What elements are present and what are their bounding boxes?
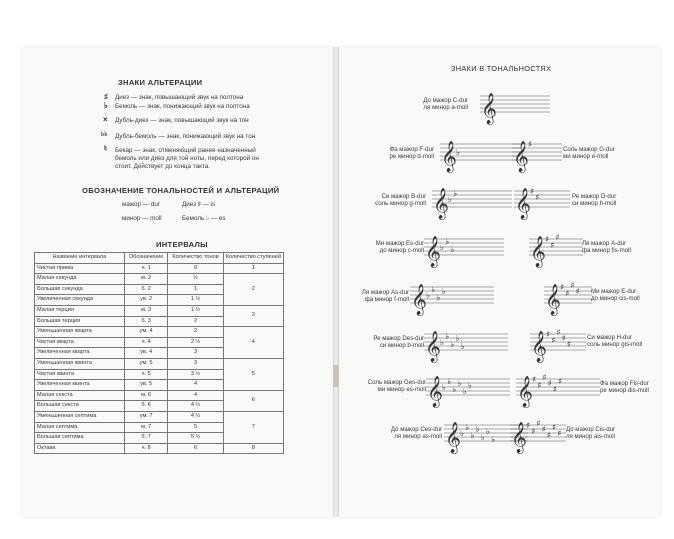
natural-description-line-3: стоит. Действует до конца такта.	[115, 163, 210, 170]
key-label-line: Ми мажор Es-dur	[375, 240, 424, 247]
flat-accidental-icon: ♭	[447, 377, 452, 387]
header-steps: Количество ступеней	[223, 253, 283, 264]
flat-accidental-icon: ♭	[436, 293, 441, 303]
staff-des-dur	[424, 324, 508, 364]
flat-accidental-icon: ♭	[448, 195, 453, 205]
treble-clef-icon: 𝄞	[517, 376, 533, 407]
interval-name: Уменьшенная квинта	[35, 358, 125, 369]
treble-clef-icon: 𝄞	[515, 188, 531, 219]
interval-notation: м. 6	[124, 390, 167, 401]
key-label-fis-dur	[600, 380, 649, 395]
key-label-line: фа минор f-moll	[364, 296, 409, 304]
sharp-accidental-icon: ♯	[546, 330, 551, 340]
flat-accidental-icon: ♭	[445, 237, 450, 247]
key-label-line: соль минор gis-moll	[587, 341, 643, 349]
minor-notation: минор — moll	[122, 215, 162, 222]
sharp-accidental-icon: ♯	[528, 140, 533, 150]
key-label-line: Ми мажор E-dur	[591, 288, 637, 295]
sharp-accidental-icon: ♯	[530, 187, 535, 197]
key-label-d-dur	[572, 193, 616, 208]
key-label-line: до минор c-moll	[379, 247, 424, 255]
staff-g-dur	[512, 134, 562, 174]
major-notation: мажор — dur	[122, 201, 160, 208]
treble-clef-icon: 𝄞	[425, 331, 441, 362]
interval-notation: ув. 5	[124, 380, 167, 391]
flat-accidental-icon: ♭	[456, 148, 461, 158]
interval-tones: 2	[168, 327, 223, 338]
interval-tones: 4 ½	[168, 401, 223, 412]
sharp-accidental-icon: ♯	[531, 427, 536, 437]
spine-binding-mark	[333, 365, 339, 387]
key-label-line: ми минор es-moll	[377, 386, 426, 394]
interval-name: Уменьшенная септима	[35, 411, 125, 422]
key-label-line: соль минор g-moll	[375, 200, 426, 208]
interval-tones: 3	[168, 348, 223, 359]
sharp-accidental-icon: ♯	[556, 328, 561, 338]
treble-clef-icon: 𝄞	[511, 422, 527, 453]
interval-notation: ув. 2	[124, 295, 167, 306]
sharp-accidental-icon: ♯	[555, 233, 560, 243]
header-notation: Обозначение	[124, 253, 167, 264]
sharp-accidental-icon: ♯	[545, 235, 550, 245]
double-flat-description: Дубль-бемоль — знак, понижающий звук на тон	[115, 133, 256, 140]
flat-accidental-icon: ♭	[475, 425, 480, 435]
key-label-line: ре минор d-moll	[389, 153, 434, 161]
staff-cis-dur	[510, 415, 566, 455]
flat-accidental-icon: ♭	[440, 243, 445, 253]
interval-name: Октава	[35, 443, 125, 454]
sharp-accidental-icon: ♯	[541, 425, 546, 435]
interval-tones: 3	[168, 358, 223, 369]
treble-clef-icon: 𝄞	[441, 141, 457, 172]
flat-accidental-icon: ♭	[457, 379, 462, 389]
staff-as-dur	[410, 277, 494, 317]
double-sharp-description: Дубль-диез — знак, повышающий звук на тон	[115, 117, 249, 124]
sharp-description: Диез — знак, повышающий звук на полтона	[115, 94, 244, 101]
table-row	[35, 411, 284, 422]
staff-d-dur	[514, 181, 570, 221]
interval-notation: ч. 1	[124, 263, 167, 274]
natural-description-line-1: Бекар — знак, отменяющий ранее назначенный	[115, 147, 256, 154]
key-label-des-dur	[373, 335, 424, 350]
key-label-line: ля минор ais-moll	[566, 433, 615, 441]
key-label-e-dur	[591, 288, 640, 303]
intervals-table	[34, 252, 284, 454]
flat-accidental-icon: ♭	[426, 291, 431, 301]
flat-notation: Бемоль ♭ — es	[182, 215, 226, 222]
sharp-accidental-icon: ♯	[550, 241, 555, 251]
interval-tones: 0	[168, 263, 223, 274]
treble-clef-icon: 𝄞	[425, 236, 441, 267]
key-label-line: Ре мажор Des-dur	[373, 335, 424, 342]
sharp-accidental-icon: ♯	[561, 334, 566, 344]
staff-c-dur	[480, 86, 550, 126]
interval-tones: 3 ½	[168, 369, 223, 380]
interval-name: Чистая прима	[35, 263, 125, 274]
flat-description: Бемоль — знак, понижающий звук на полтона	[115, 103, 250, 110]
flat-accidental-icon: ♭	[450, 340, 455, 350]
table-row	[35, 358, 284, 369]
flat-accidental-icon: ♭	[460, 342, 465, 352]
key-label-line: До мажор C-dur	[423, 97, 468, 104]
key-label-b-dur	[375, 193, 426, 208]
header-tones: Количество тонов	[168, 253, 223, 264]
interval-notation: б. 7	[124, 433, 167, 444]
staff-fis-dur	[516, 369, 600, 409]
interval-name: Большая терция	[35, 316, 125, 327]
staff-f-dur	[440, 134, 520, 174]
flat-accidental-icon: ♭	[431, 285, 436, 295]
key-label-line: Ля мажор As-dur	[361, 289, 409, 296]
interval-notation: ум. 4	[124, 327, 167, 338]
interval-tones: 5	[168, 422, 223, 433]
interval-steps: 5	[223, 358, 283, 390]
treble-clef-icon: 𝄞	[411, 284, 427, 315]
table-row	[35, 305, 284, 316]
flat-accidental-icon: ♭	[445, 332, 450, 342]
alteration-signs-title: ЗНАКИ АЛЬТЕРАЦИИ	[118, 78, 203, 87]
interval-name: Малая секунда	[35, 274, 125, 285]
interval-notation: ч. 4	[124, 337, 167, 348]
interval-name: Чистая кварта	[35, 337, 125, 348]
interval-tones: 6	[168, 443, 223, 454]
interval-name: Уменьшенная кварта	[35, 327, 125, 338]
interval-tones: 1 ½	[168, 305, 223, 316]
key-label-ges-dur	[368, 379, 426, 394]
key-label-line: до минор cis-moll	[591, 295, 640, 303]
flat-accidental-icon: ♭	[442, 383, 447, 393]
interval-tones: 4	[168, 390, 223, 401]
treble-clef-icon: 𝄞	[531, 331, 547, 362]
key-label-line: Соль мажор G-dur	[563, 146, 615, 153]
key-label-line: Си мажор B-dur	[381, 193, 426, 200]
key-label-a-dur	[582, 240, 631, 255]
treble-clef-icon: 𝄞	[445, 422, 461, 453]
flat-accidental-icon: ♭	[480, 433, 485, 443]
treble-clef-icon: 𝄞	[530, 236, 546, 267]
key-label-line: До мажор Ces-dur	[390, 426, 442, 433]
interval-tones: 4 ½	[168, 411, 223, 422]
interval-notation: ув. 4	[124, 348, 167, 359]
key-label-line: Фа мажор F-dur	[389, 146, 434, 153]
flat-accidental-icon: ♭	[450, 245, 455, 255]
interval-name: Малая септима	[35, 422, 125, 433]
double-sharp-icon: ×	[103, 115, 108, 124]
sharp-accidental-icon: ♯	[546, 431, 551, 441]
interval-notation: м. 7	[124, 422, 167, 433]
book-spine	[333, 47, 339, 517]
sharp-icon: ♯	[104, 92, 108, 101]
table-row	[35, 443, 284, 454]
double-flat-icon: ♭♭	[101, 131, 108, 138]
key-label-ces-dur	[391, 426, 442, 441]
sharp-accidental-icon: ♯	[532, 375, 537, 385]
key-label-line: фа минор fis-moll	[582, 247, 631, 255]
interval-notation: м. 2	[124, 274, 167, 285]
sharp-accidental-icon: ♯	[535, 193, 540, 203]
flat-accidental-icon: ♭	[441, 287, 446, 297]
interval-steps: 8	[223, 443, 283, 454]
sharp-accidental-icon: ♯	[552, 385, 557, 395]
flat-accidental-icon: ♭	[440, 338, 445, 348]
flat-accidental-icon: ♭	[491, 435, 496, 445]
natural-description-line-2: бемоль или диез для той ноты, перед которой он	[115, 155, 259, 162]
treble-clef-icon: 𝄞	[513, 141, 529, 172]
treble-clef-icon: 𝄞	[545, 284, 561, 315]
staff-h-dur	[530, 324, 586, 364]
flat-icon: ♭	[104, 101, 108, 110]
flat-accidental-icon: ♭	[486, 427, 491, 437]
interval-name: Увеличенная секунда	[35, 295, 125, 306]
key-label-line: Ре мажор D-dur	[572, 193, 617, 200]
key-label-cis-dur	[566, 426, 615, 441]
interval-name: Чистая квинта	[35, 369, 125, 380]
tonality-notation-title: ОБОЗНАЧЕНИЕ ТОНАЛЬНОСТЕЙ И АЛЬТЕРАЦИЙ	[82, 186, 280, 195]
staff-b-dur	[432, 181, 512, 221]
interval-name: Большая секунда	[35, 284, 125, 295]
key-label-line: Соль мажор Ges-dur	[367, 379, 426, 386]
interval-notation: ум. 5	[124, 358, 167, 369]
flat-accidental-icon: ♭	[468, 381, 473, 391]
staff-ges-dur	[426, 369, 510, 409]
flat-accidental-icon: ♭	[453, 189, 458, 199]
interval-name: Увеличенная квинта	[35, 380, 125, 391]
sharp-accidental-icon: ♯	[570, 281, 575, 291]
table-header-row	[35, 253, 284, 264]
interval-steps: 4	[223, 327, 283, 359]
staff-es-dur	[424, 229, 504, 269]
sharp-accidental-icon: ♯	[557, 429, 562, 439]
key-label-c-dur	[423, 97, 468, 112]
treble-clef-icon: 𝄞	[427, 376, 443, 407]
key-signatures-title: ЗНАКИ В ТОНАЛЬНОСТЯХ	[451, 64, 552, 73]
table-row	[35, 274, 284, 285]
sharp-accidental-icon: ♯	[566, 340, 571, 350]
key-label-g-dur	[563, 146, 615, 161]
interval-notation: ч. 8	[124, 443, 167, 454]
interval-tones: 1 ½	[168, 295, 223, 306]
intervals-title: ИНТЕРВАЛЫ	[156, 240, 208, 249]
key-label-line: До мажор Cis-dur	[566, 426, 616, 433]
sharp-accidental-icon: ♯	[526, 421, 531, 431]
sharp-accidental-icon: ♯	[558, 377, 563, 387]
table-row	[35, 390, 284, 401]
sharp-accidental-icon: ♯	[560, 283, 565, 293]
header-interval-name: Название интервала	[35, 253, 125, 264]
key-label-line: Фа мажор Fis-dur	[600, 380, 649, 387]
interval-tones: 1	[168, 284, 223, 295]
interval-steps: 1	[223, 263, 283, 274]
treble-clef-icon: 𝄞	[481, 93, 497, 124]
interval-tones: 2	[168, 316, 223, 327]
interval-steps: 7	[223, 411, 283, 443]
key-label-as-dur	[362, 289, 409, 304]
flat-accidental-icon: ♭	[470, 431, 475, 441]
interval-name: Увеличенная кварта	[35, 348, 125, 359]
natural-icon: ♮	[104, 144, 107, 153]
key-label-f-dur	[390, 146, 435, 161]
key-label-line: си минор b-moll	[379, 342, 424, 350]
key-label-line: ми минор e-moll	[563, 153, 609, 161]
sharp-accidental-icon: ♯	[565, 289, 570, 299]
interval-steps: 2	[223, 274, 283, 306]
sharp-accidental-icon: ♯	[542, 373, 547, 383]
sharp-accidental-icon: ♯	[551, 336, 556, 346]
interval-tones: 2 ½	[168, 337, 223, 348]
interval-name: Малая терция	[35, 305, 125, 316]
key-label-line: ля минор a-moll	[423, 104, 468, 112]
key-label-line: ля минор as-moll	[394, 433, 442, 441]
interval-name: Малая секста	[35, 390, 125, 401]
key-label-line: Ля мажор A-dur	[582, 240, 627, 247]
flat-accidental-icon: ♭	[452, 385, 457, 395]
sharp-accidental-icon: ♯	[552, 423, 557, 433]
flat-accidental-icon: ♭	[455, 334, 460, 344]
treble-clef-icon: 𝄞	[433, 188, 449, 219]
sharp-accidental-icon: ♯	[537, 381, 542, 391]
key-label-h-dur	[587, 334, 642, 349]
key-label-line: си минор h-moll	[572, 200, 617, 208]
staff-a-dur	[529, 229, 583, 269]
interval-steps: 6	[223, 390, 283, 411]
flat-accidental-icon: ♭	[462, 387, 467, 397]
interval-tones: 4	[168, 380, 223, 391]
interval-notation: ум. 7	[124, 411, 167, 422]
interval-notation: б. 2	[124, 284, 167, 295]
key-label-line: ре минор dis-moll	[600, 387, 649, 395]
sharp-accidental-icon: ♯	[575, 287, 580, 297]
interval-notation: ч. 5	[124, 369, 167, 380]
key-label-es-dur	[376, 240, 424, 255]
interval-tones: ½	[168, 274, 223, 285]
interval-notation: б. 3	[124, 316, 167, 327]
table-row	[35, 327, 284, 338]
sharp-accidental-icon: ♯	[547, 379, 552, 389]
flat-accidental-icon: ♭	[465, 423, 470, 433]
table-row	[35, 263, 284, 274]
flat-accidental-icon: ♭	[460, 429, 465, 439]
interval-notation: б. 6	[124, 401, 167, 412]
key-label-line: Си мажор H-dur	[587, 334, 632, 341]
interval-steps: 3	[223, 305, 283, 326]
interval-name: Большая секста	[35, 401, 125, 412]
sharp-accidental-icon: ♯	[536, 419, 541, 429]
staff-e-dur	[544, 277, 592, 317]
sharp-notation: Диез ♯ — is	[182, 201, 216, 208]
interval-tones: 5 ½	[168, 433, 223, 444]
interval-notation: м. 3	[124, 305, 167, 316]
interval-name: Большая септима	[35, 433, 125, 444]
